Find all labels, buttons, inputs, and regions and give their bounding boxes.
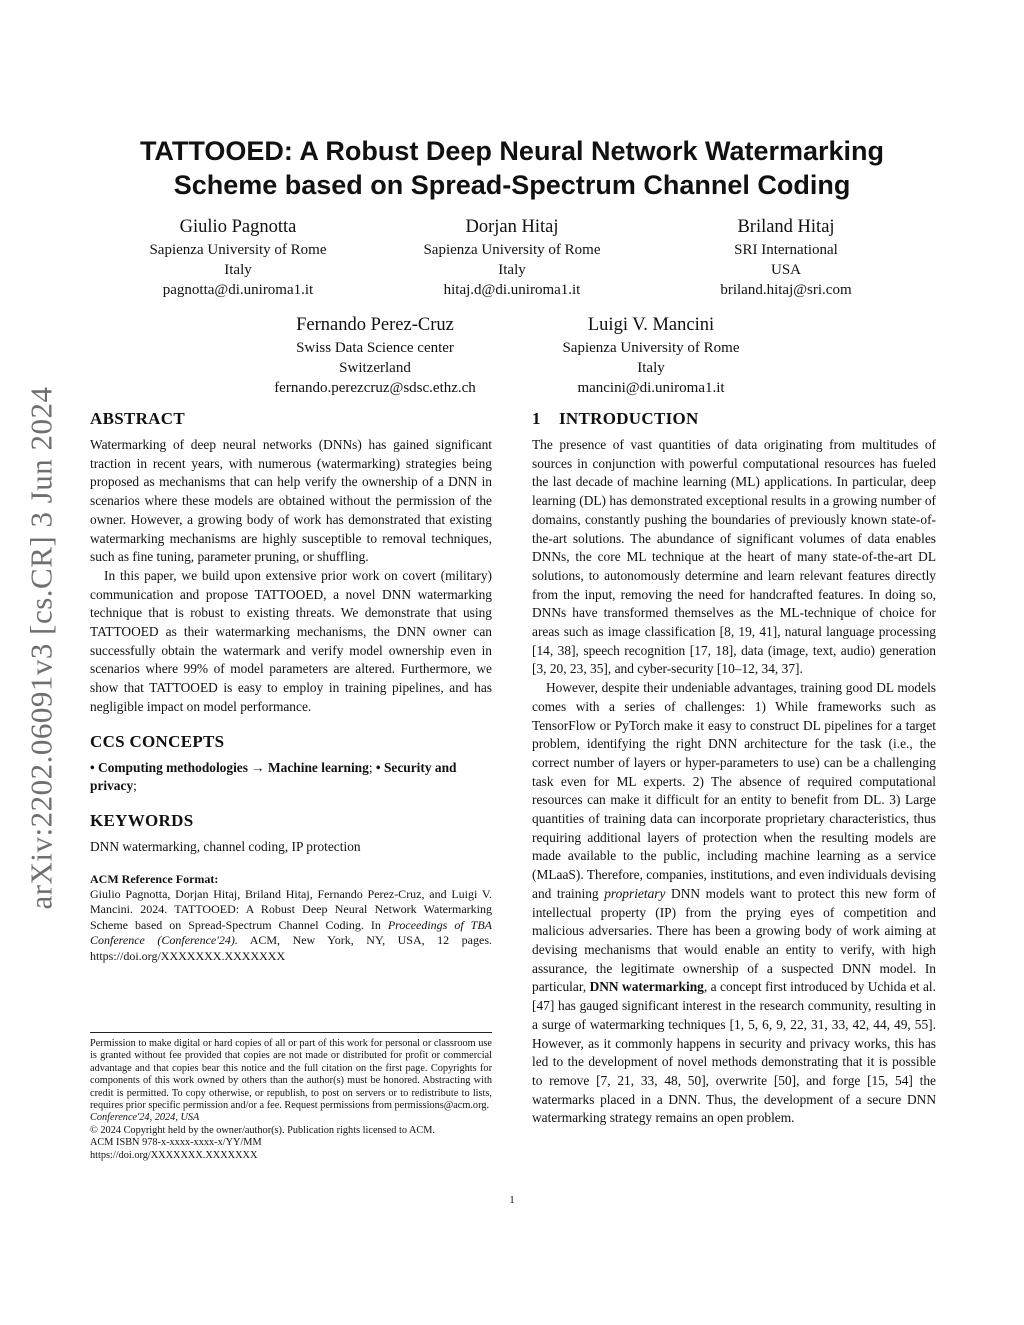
author-country: Italy: [498, 262, 526, 278]
acm-reference-text: [90, 887, 492, 965]
introduction-heading: 1 INTRODUCTION: [532, 409, 699, 428]
author-email: pagnotta@di.uniroma1.it: [162, 282, 314, 298]
keywords-heading: KEYWORDS: [90, 810, 194, 830]
author-email: mancini@di.uniroma1.it: [577, 380, 725, 396]
author-affiliation: Sapienza University of Rome: [562, 340, 740, 356]
acm-reference-proceedings: Proceedings of TBA Conference (Conference'24).: [90, 917, 492, 948]
intro-text: DNN models want to protect this new form of intellectual property (IP) from the prying eyes of competition and malicious adversaries. There has been a growing body of work aiming at devising mechanisms that would enable an entity to verify, with high assurance, the legitimate ownership of a suspected DNN model. In particular,: [532, 885, 936, 995]
abstract-paragraph: In this paper, we build upon extensive prior work on covert (military) communication and propose TATTOOED, a novel DNN watermarking technique that is robust to existing threats. We demonstrate that using TATTOOED as their watermarking mechanisms, the DNN owner can successfully obtain the watermark and verify model ownership even in scenarios where 99% of model parameters are altered. Furthermore, we show that TATTOOED is easy to employ in training pipelines, and has negligible impact on model performance.: [90, 567, 492, 714]
author-block: [390, 216, 634, 300]
intro-emphasis: proprietary: [604, 885, 666, 901]
author-affiliation: Sapienza University of Rome: [423, 242, 601, 258]
abstract-heading: ABSTRACT: [90, 409, 185, 428]
copyright-text: © 2024 Copyright held by the owner/author(s). Publication rights licensed to ACM.: [90, 1124, 436, 1136]
ccs-concept-1: • Computing methodologies → Machine learning: [90, 759, 369, 775]
ccs-end: ;: [133, 778, 137, 794]
permission-text: Permission to make digital or hard copies of all or part of this work for personal or classroom use is granted without fee provided that copies are not made or distributed for profit or commercial advantage and that copies bear this notice and the full citation on the first page. Copyrights for components of this work owned by others than the author(s) must be honored. Abstracting with credit is permitted. To copy otherwise, or republish, to post on servers or to redistribute to lists, requires prior specific permission and/or a fee. Request permissions from permissions@acm.org.: [90, 1038, 492, 1112]
arxiv-stamp-text: arXiv:2202.06091v3 [cs.CR] 3 Jun 2024: [24, 386, 59, 910]
author-name: Briland Hitaj: [737, 217, 835, 237]
author-name: Giulio Pagnotta: [179, 217, 297, 237]
ccs-concepts: [90, 759, 492, 796]
intro-paragraph: [532, 679, 936, 1128]
author-country: Switzerland: [339, 360, 411, 376]
author-affiliation: SRI International: [734, 242, 838, 258]
author-country: Italy: [637, 360, 665, 376]
acm-reference-part: Giulio Pagnotta, Dorjan Hitaj, Briland Hitaj, Fernando Perez-Cruz, and Luigi V. Mancini. 2024. TATTOOED: A Robust Deep Neural Network Watermarking Scheme based on Spread-Spectrum Channel Coding. In: [90, 886, 492, 932]
keywords-text: DNN watermarking, channel coding, IP protection: [90, 838, 361, 854]
title-line-2: Scheme based on Spread-Spectrum Channel Coding: [173, 170, 851, 200]
author-block: [250, 314, 500, 398]
abstract-paragraph: Watermarking of deep neural networks (DNNs) has gained significant traction in recent years, with numerous (watermarking) strategies being proposed as mechanisms that can help verify the ownership of a DNN in scenarios where these models are obtained without the permission of the owner. However, a growing body of work has demonstrated that existing watermarking mechanisms are highly susceptible to removal techniques, such as fine tuning, parameter pruning, or shuffling.: [90, 437, 492, 565]
author-country: Italy: [224, 262, 252, 278]
arxiv-stamp: [18, 368, 66, 928]
author-email: briland.hitaj@sri.com: [720, 282, 852, 298]
title-line-1: TATTOOED: A Robust Deep Neural Network Watermarking: [139, 136, 885, 166]
author-country: USA: [770, 262, 801, 278]
doi-text: https://doi.org/XXXXXXX.XXXXXXX: [90, 1149, 258, 1161]
acm-reference-heading: ACM Reference Format:: [90, 871, 219, 886]
isbn-text: ACM ISBN 978-x-xxxx-xxxx-x/YY/MM: [90, 1137, 262, 1149]
author-email: fernando.perezcruz@sdsc.ethz.ch: [274, 380, 476, 396]
ccs-heading: CCS CONCEPTS: [90, 731, 225, 751]
permission-block: [90, 1038, 492, 1162]
author-block: [116, 216, 360, 300]
conference-info: Conference'24, 2024, USA: [90, 1112, 200, 1124]
paper-title: [90, 134, 934, 202]
ccs-separator: ;: [368, 759, 376, 775]
left-column: [90, 408, 492, 965]
right-column: [532, 408, 936, 1128]
author-affiliation: Swiss Data Science center: [296, 340, 454, 356]
ccs-concept-2: • Security and privacy: [90, 759, 457, 794]
author-block: [526, 314, 776, 398]
author-email: hitaj.d@di.uniroma1.it: [443, 282, 581, 298]
author-name: Fernando Perez-Cruz: [296, 315, 454, 335]
author-name: Luigi V. Mancini: [587, 315, 715, 335]
acm-reference-part: ACM, New York, NY, USA, 12 pages. https://doi.org/XXXXXXX.XXXXXXX: [90, 933, 492, 964]
intro-keyword: DNN watermarking: [589, 979, 704, 995]
author-affiliation: Sapienza University of Rome: [149, 242, 327, 258]
page-number: 1: [509, 1194, 515, 1206]
footnote-rule: [90, 1032, 492, 1033]
intro-text: , a concept first introduced by Uchida et al. [47] has gauged significant interest in the research community, resulting in a surge of watermarking techniques [1, 5, 6, 9, 22, 31, 33, 42, 44, 49, 55]. However, as it commonly happens in security and privacy works, this has led to the development of novel methods demonstrating that it is possible to remove [7, 21, 33, 48, 50], overwrite [50], and forge [15, 54] the watermarks placed in a DNN. Thus, the development of a secure DNN watermarking strategy remains an open problem.: [532, 979, 936, 1126]
intro-text: However, despite their undeniable advantages, training good DL models comes with a series of challenges: 1) While frameworks such as TensorFlow or PyTorch make it easy to construct DL pipelines for a target problem, identifying the right DNN architecture for the task (i.e., the correct number of layers or hyper-parameters to use) can be a challenging task even for ML experts. 2) The absence of required computational resources can make it difficult for an entity to benefit from DL. 3) Large quantities of training data can incorporate proprietary characteristics, thus requiring additional layers of protection when the resulting models are made available to the public, including machine learning as a service (MLaaS). Therefore, companies, institutions, and even individuals devising and training: [532, 680, 936, 901]
intro-paragraph: The presence of vast quantities of data originating from multitudes of sources in conjunction with powerful computational resources has fueled the last decade of machine learning (ML) applications. In particular, deep learning (DL) has demonstrated exceptional results in a growing number of domains, constantly pushing the boundaries of previously known state-of-the-art solutions. The abundance of significant volumes of data enables DNNs, the core ML technique at the heart of many state-of-the-art DL solutions, to autonomously determine and learn relevant features directly from the input, removing the need for handcrafted features. In doing so, DNNs have transformed themselves as the ML-technique of choice for areas such as image classification [8, 19, 41], natural language processing [14, 38], speech recognition [17, 18], data (image, text, audio) generation [3, 20, 23, 35], and cyber-security [10–12, 34, 37].: [532, 437, 936, 677]
author-block: [664, 216, 908, 300]
author-name: Dorjan Hitaj: [465, 217, 559, 237]
